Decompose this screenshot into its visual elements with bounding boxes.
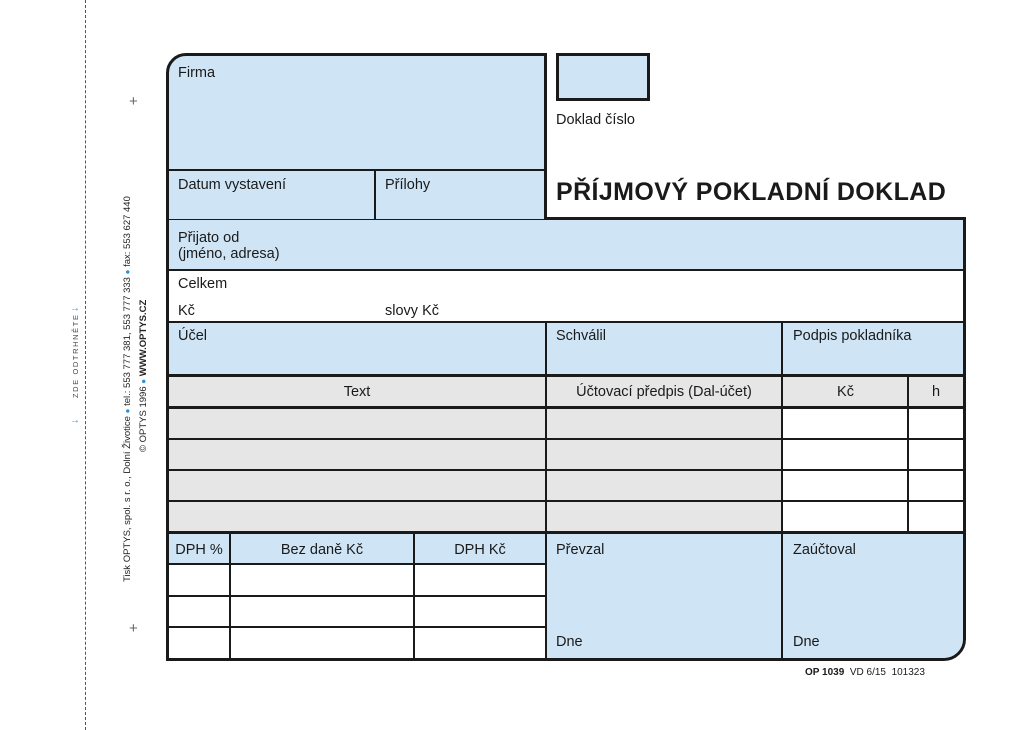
dph-percent-header: DPH % bbox=[175, 542, 223, 558]
slovy-kc-label: slovy Kč bbox=[385, 303, 439, 319]
item-text-cell[interactable] bbox=[169, 502, 545, 531]
prevzal-dne-label: Dne bbox=[556, 634, 583, 650]
datum-vystaveni-label: Datum vystavení bbox=[178, 177, 286, 193]
datum-vystaveni-field[interactable] bbox=[168, 194, 373, 219]
celkem-label: Celkem bbox=[178, 276, 228, 292]
divider bbox=[907, 377, 909, 531]
form-code-id: OP 1039 bbox=[805, 667, 845, 678]
prijato-od-field[interactable] bbox=[169, 220, 963, 269]
item-kc-cell[interactable] bbox=[783, 440, 907, 469]
vat-cell[interactable] bbox=[169, 628, 229, 658]
prilohy-label: Přílohy bbox=[385, 177, 431, 193]
tear-arrow-icon: → bbox=[70, 303, 80, 314]
tear-off-line bbox=[85, 0, 86, 730]
prevzal-label: Převzal bbox=[556, 542, 605, 558]
celkem-field[interactable] bbox=[169, 271, 963, 321]
dph-kc-header: DPH Kč bbox=[454, 542, 506, 558]
item-text-cell[interactable] bbox=[169, 409, 545, 438]
podpis-pokladnika-label: Podpis pokladníka bbox=[793, 328, 912, 344]
firma-label: Firma bbox=[178, 65, 216, 81]
prijato-od-label: Přijato od bbox=[178, 230, 240, 246]
divider bbox=[545, 323, 547, 374]
divider bbox=[166, 169, 547, 171]
vat-cell[interactable] bbox=[415, 597, 545, 626]
prijato-od-sublabel: (jméno, adresa) bbox=[178, 246, 280, 262]
kc-label: Kč bbox=[178, 303, 195, 319]
doklad-cislo-label: Doklad číslo bbox=[556, 112, 635, 128]
vat-cell[interactable] bbox=[169, 565, 229, 595]
document-title: PŘÍJMOVÝ POKLADNÍ DOKLAD bbox=[556, 178, 947, 206]
column-header-text: Text bbox=[343, 384, 371, 400]
divider bbox=[781, 534, 783, 658]
ucel-label: Účel bbox=[178, 328, 208, 344]
printer-info bbox=[122, 196, 133, 582]
item-kc-cell[interactable] bbox=[783, 471, 907, 500]
bullet-icon: ● bbox=[139, 378, 148, 384]
printer-fax: fax: 553 627 440 bbox=[122, 196, 133, 267]
printer-address: Tisk OPTYS, spol. s r. o., Dolní Životice bbox=[122, 416, 133, 582]
copyright-text: © OPTYS 1996 bbox=[138, 386, 149, 452]
ucel-field[interactable] bbox=[169, 346, 544, 373]
divider bbox=[781, 323, 783, 374]
registration-mark-icon: + bbox=[129, 93, 138, 110]
column-header-h: h bbox=[931, 384, 941, 400]
vat-cell[interactable] bbox=[415, 565, 545, 595]
bez-dane-header: Bez daně Kč bbox=[280, 542, 364, 558]
form-code bbox=[805, 667, 925, 678]
column-header-uctovaci-predpis: Účtovací předpis (Dal-účet) bbox=[576, 384, 752, 400]
zauctoval-field[interactable] bbox=[784, 560, 962, 630]
divider bbox=[545, 534, 547, 658]
tear-arrow-icon: → bbox=[70, 415, 80, 426]
cut-instruction: ZDE ODTRHNĚTE bbox=[71, 313, 80, 398]
bullet-icon: ● bbox=[123, 269, 132, 275]
vat-cell[interactable] bbox=[231, 597, 413, 626]
form-number: 101323 bbox=[891, 667, 925, 678]
podpis-pokladnika-field[interactable] bbox=[784, 346, 962, 373]
printer-copyright bbox=[138, 300, 149, 452]
item-text-cell[interactable] bbox=[169, 440, 545, 469]
vat-cell[interactable] bbox=[169, 597, 229, 626]
website-text: WWW.OPTYS.CZ bbox=[138, 299, 149, 377]
vat-cell[interactable] bbox=[231, 628, 413, 658]
form-version: VD 6/15 bbox=[849, 667, 886, 678]
zauctoval-label: Zaúčtoval bbox=[793, 542, 856, 558]
schvalil-field[interactable] bbox=[548, 346, 780, 373]
prilohy-field[interactable] bbox=[377, 194, 544, 219]
item-kc-cell[interactable] bbox=[783, 502, 907, 531]
prevzal-field[interactable] bbox=[548, 560, 780, 630]
column-header-kc: Kč bbox=[837, 384, 854, 400]
doklad-cislo-box[interactable] bbox=[556, 53, 650, 101]
schvalil-label: Schválil bbox=[556, 328, 606, 344]
bullet-icon: ● bbox=[123, 408, 132, 414]
vat-cell[interactable] bbox=[231, 565, 413, 595]
divider bbox=[545, 377, 547, 531]
item-kc-cell[interactable] bbox=[783, 409, 907, 438]
divider bbox=[374, 169, 376, 220]
printer-phone: tel.: 553 777 381, 553 777 333 bbox=[122, 277, 133, 406]
firma-field[interactable] bbox=[168, 72, 544, 168]
item-text-cell[interactable] bbox=[169, 471, 545, 500]
vat-cell[interactable] bbox=[415, 628, 545, 658]
zauctoval-dne-label: Dne bbox=[793, 634, 820, 650]
registration-mark-icon: + bbox=[129, 620, 138, 637]
